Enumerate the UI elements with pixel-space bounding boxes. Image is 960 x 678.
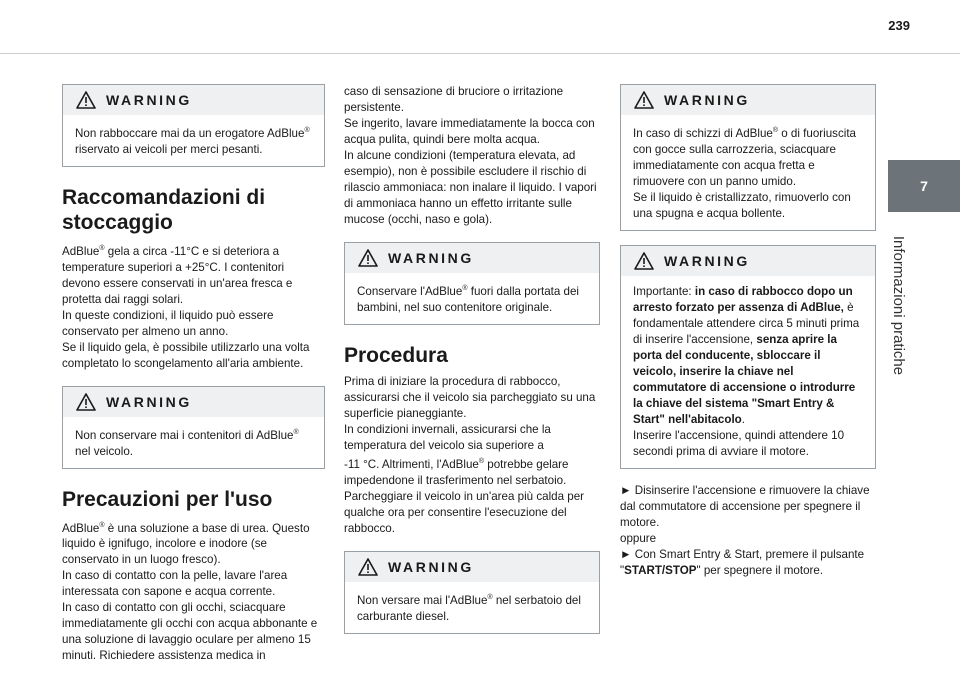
chapter-title-text: Informazioni pratiche	[890, 235, 908, 375]
oppure-text: oppure	[620, 531, 657, 545]
warning-box	[344, 551, 600, 634]
warning-header	[621, 246, 875, 276]
warning-icon	[76, 91, 96, 109]
warning-header	[621, 85, 875, 115]
warning-icon	[76, 393, 96, 411]
instruction-step: ► Disinserire l'accensione e rimuovere la chiave dal commutatore di accensione per spegnere il motore.	[620, 483, 870, 529]
instruction-step: ► Con Smart Entry & Start, premere il pulsante "START/STOP" per spegnere il motore.	[620, 547, 865, 577]
header-divider	[0, 53, 960, 54]
warning-label: WARNING	[106, 393, 192, 410]
warning-box	[62, 84, 325, 167]
warning-icon	[358, 249, 378, 267]
warning-label: WARNING	[664, 252, 750, 269]
warning-box	[344, 242, 600, 325]
warning-icon	[634, 91, 654, 109]
warning-label: WARNING	[388, 558, 474, 575]
page-number: 239	[888, 18, 910, 33]
section-text: AdBlue® è una soluzione a base di urea. Questo liquido è ignifugo, incolore e inodore (se conservato in un luogo fresco). In caso di contatto con la pelle, lavare l'area interessata con sapone e acqua corrente. In caso di contatto con gli occhi, sciacquare immediatamente gli occhi con acqua abbonante e una soluzione di lavaggio oculare per almeno 15 minuti. Richiedere assistenza medica in	[62, 521, 318, 663]
column-2	[344, 84, 600, 648]
warning-text: Non versare mai l'AdBlue® nel serbatoio del carburante diesel.	[357, 593, 581, 623]
warning-text: Non conservare mai i contenitori di AdBlue® nel veicolo.	[75, 428, 299, 458]
warning-icon	[358, 558, 378, 576]
warning-icon	[634, 252, 654, 270]
warning-text: Importante: in caso di rabbocco dopo un arresto forzato per assenza di AdBlue, è fondamentale attendere circa 5 minuti prima di inserire l'accensione, senza aprire la porta del conducente, sbloccare il veicolo, inserire la chiave nel commutatore di accensione o introdurre la chiave del sistema "Smart Entry & Start" nell'abitacolo. Inserire l'accensione, quindi attendere 10 secondi prima di avviare il motore.	[633, 284, 860, 458]
section-text: Prima di iniziare la procedura di rabbocco, assicurarsi che il veicolo sia parcheggiato su una superficie pianeggiante. In condizioni invernali, assicurarsi che la temperatura del veicolo sia superiore a -11 °C. Altrimenti, l'AdBlue® potrebbe gelare impedendone il trasferimento nel serbatoio. Parcheggiare il veicolo in un'area più calda per qualche ora per consentire l'esecuzione del rabbocco.	[344, 374, 596, 535]
section-text: AdBlue® gela a circa -11°C e si deteriora a temperature superiori a +25°C. I contenitori devono essere conservati in un'area fresca e protetta dai raggi solari. In queste condizioni, il liquido può essere conservato per almeno un anno. Se il liquido gela, è possibile utilizzarlo una volta completato lo scongelamento all'aria ambiente.	[62, 244, 310, 370]
warning-header	[345, 552, 599, 582]
warning-label: WARNING	[664, 92, 750, 108]
warning-header	[345, 243, 599, 273]
chapter-tab[interactable]: 7	[888, 160, 960, 212]
section-title: Raccomandazioni di stoccaggio	[62, 185, 266, 234]
warning-box	[620, 84, 876, 231]
column-3	[620, 84, 876, 593]
continued-text: caso di sensazione di bruciore o irritazione persistente. Se ingerito, lavare immediatamente la bocca con acqua pulita, quindi bere molta acqua. In alcune condizioni (temperatura elevata, ad esempio), non è possibile escludere il rischio di rilascio ammoniaca: non inalare il liquido. I vapori di ammoniaca hanno un effetto irritante sulle mucose (occhi, naso e gola).	[344, 85, 597, 226]
warning-box	[62, 386, 325, 469]
warning-header	[63, 85, 324, 115]
warning-label: WARNING	[106, 92, 192, 108]
chapter-title	[869, 225, 929, 385]
warning-box	[620, 245, 876, 469]
section-title: Precauzioni per l'uso	[62, 487, 273, 511]
section-title: Procedura	[344, 343, 448, 367]
warning-label: WARNING	[388, 250, 474, 266]
warning-text: Conservare l'AdBlue® fuori dalla portata dei bambini, nel suo contenitore originale.	[357, 284, 579, 314]
warning-text: Non rabboccare mai da un erogatore AdBlue® riservato ai veicoli per merci pesanti.	[75, 126, 310, 156]
column-1	[62, 84, 325, 678]
warning-header	[63, 387, 324, 417]
warning-text: In caso di schizzi di AdBlue® o di fuoriuscita con gocce sulla carrozzeria, sciacquare immediatamente con acqua fretta e rimuovere con un panno umido. Se il liquido è cristallizzato, rimuoverlo con una spugna e acqua bollente.	[633, 126, 856, 220]
